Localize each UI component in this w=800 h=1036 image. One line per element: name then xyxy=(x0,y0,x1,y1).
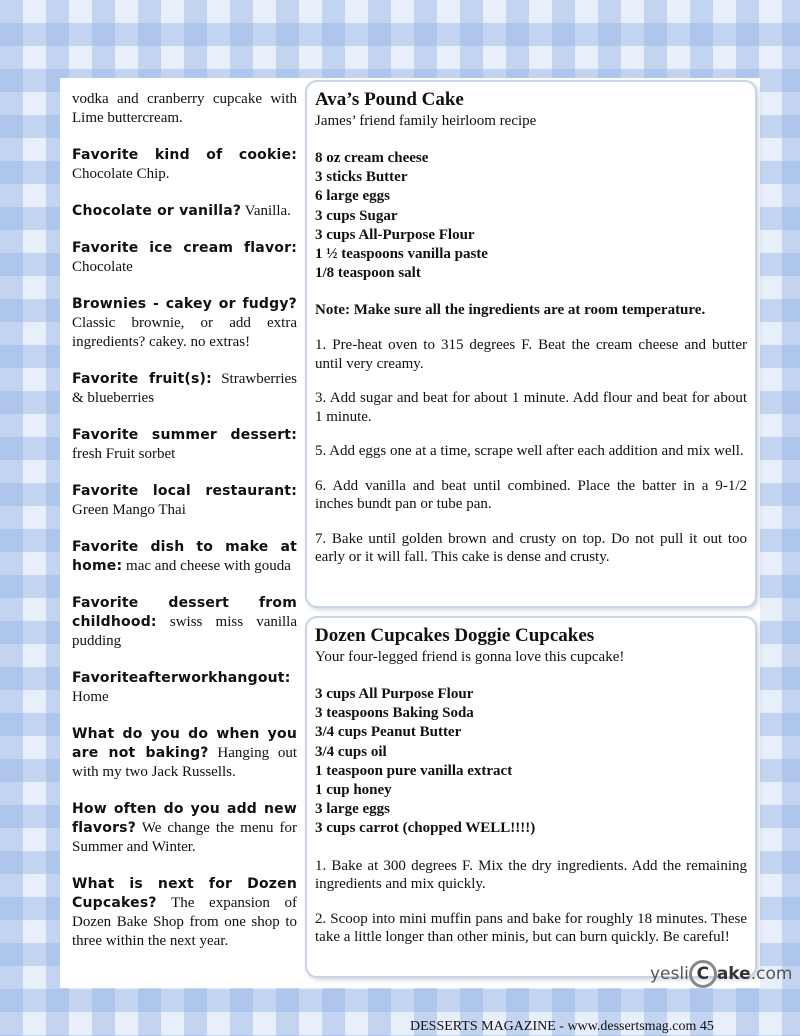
answer: We change the menu for Summer and Winter. xyxy=(72,820,297,855)
recipe-step: 2. Scoop into mini muffin pans and bake for roughly 18 minutes. These take a little longer than other minis, but can burn quickly. Be careful! xyxy=(315,910,747,946)
answer: Hanging out with my two Jack Russells. xyxy=(72,745,298,780)
answer: The expansion of Dozen Bake Shop from one shop to three within the next year. xyxy=(72,895,297,949)
qa-item xyxy=(72,594,297,651)
recipe-title: Ava’s Pound Cake xyxy=(315,89,464,110)
ingredient-item: 6 large eggs xyxy=(315,188,390,205)
recipe-step: 7. Bake until golden brown and crusty on top. Do not pull it out too early or it will fall. This cake is dense and crusty. xyxy=(315,530,747,566)
answer: mac and cheese with gouda xyxy=(126,558,291,574)
qa-item xyxy=(72,202,297,221)
answer: Green Mango Thai xyxy=(72,502,186,518)
recipe-step: 3. Add sugar and beat for about 1 minute. Add flour and beat for about 1 minute. xyxy=(315,390,747,425)
recipe-step: 5. Add eggs one at a time, scrape well after each addition and mix well. xyxy=(315,443,744,460)
question: Favorite kind of cookie: xyxy=(72,147,297,163)
logo-text-cake: ake xyxy=(716,964,751,984)
ingredient-item: 3 sticks Butter xyxy=(315,169,408,186)
qa-item xyxy=(72,295,297,352)
ingredient-item: 3 teaspoons Baking Soda xyxy=(315,705,474,722)
qa-item xyxy=(72,669,297,707)
step-list xyxy=(315,857,747,947)
question: Favorite dish to make at home: xyxy=(72,539,297,574)
question: Chocolate or vanilla? xyxy=(72,203,242,219)
answer: Chocolate Chip. xyxy=(72,166,170,182)
ingredient-item: 1 cup honey xyxy=(315,782,392,799)
answer: Chocolate xyxy=(72,259,133,275)
ingredient-item: 3/4 cups Peanut Butter xyxy=(315,724,462,741)
ingredient-item: 3 cups Sugar xyxy=(315,207,398,224)
ingredient-item: 3 cups carrot (chopped WELL!!!!) xyxy=(315,820,536,837)
recipe-step: 6. Add vanilla and beat until combined. Place the batter in a 9-1/2 inches bundt pan or tube pan. xyxy=(315,477,747,513)
qa-item xyxy=(72,370,297,408)
qa-item xyxy=(72,146,297,184)
ingredient-item: 1 teaspoon pure vanilla extract xyxy=(315,762,513,779)
answer: Vanilla. xyxy=(244,203,291,219)
logo-text-suffix: .com xyxy=(750,964,793,984)
ingredient-list xyxy=(315,685,747,839)
logo-c-icon: C xyxy=(689,960,717,988)
logo-text-pre: yesli xyxy=(650,964,689,984)
question: What is next for Dozen Cupcakes? xyxy=(72,876,297,911)
ingredient-item: 8 oz cream cheese xyxy=(315,150,429,166)
step-list xyxy=(315,336,747,567)
question: Favorite local restaurant: xyxy=(72,483,297,499)
page-footer: DESSERTS MAGAZINE - www.dessertsmag.com 45 xyxy=(410,1019,714,1034)
ingredient-list xyxy=(315,149,747,283)
answer: Strawberries & blueberries xyxy=(72,371,298,406)
qa-item xyxy=(72,239,297,277)
recipe-box-doggie-cupcakes xyxy=(305,616,757,978)
question: Favorite summer dessert: xyxy=(72,427,297,443)
recipe-title: Dozen Cupcakes Doggie Cupcakes xyxy=(315,625,595,646)
recipe-box-pound-cake xyxy=(305,80,757,608)
recipe-step: 1. Bake at 300 degrees F. Mix the dry ingredients. Add the remaining ingredients and mix quickly. xyxy=(315,857,747,893)
question: Favorite ice cream flavor: xyxy=(72,240,297,256)
recipe-subtitle: James’ friend family heirloom recipe xyxy=(315,113,537,129)
question: What do you do when you are not baking? xyxy=(72,726,297,761)
interview-column xyxy=(72,90,297,969)
intro-text: vodka and cranberry cupcake with Lime buttercream. xyxy=(72,91,297,126)
answer: Home xyxy=(72,689,109,705)
recipe-note: Note: Make sure all the ingredients are at room temperature. xyxy=(315,302,706,319)
answer: swiss miss vanilla pudding xyxy=(72,614,298,649)
ingredient-item: 1 ½ teaspoons vanilla paste xyxy=(315,246,488,263)
ingredient-item: 3 cups All Purpose Flour xyxy=(315,686,474,702)
yeslicake-logo[interactable] xyxy=(650,960,792,988)
qa-item xyxy=(72,800,297,857)
qa-item xyxy=(72,538,297,576)
qa-item xyxy=(72,482,297,520)
qa-list xyxy=(72,146,297,951)
qa-item xyxy=(72,875,297,951)
answer: Classic brownie, or add extra ingredients? cakey. no extras! xyxy=(72,315,297,350)
qa-item xyxy=(72,725,297,782)
ingredient-item: 3 cups All-Purpose Flour xyxy=(315,226,475,243)
question: Brownies - cakey or fudgy? xyxy=(72,296,297,312)
question: Favoriteafterworkhangout: xyxy=(72,670,291,686)
qa-item xyxy=(72,426,297,464)
question: Favorite dessert from childhood: xyxy=(72,595,297,630)
answer: fresh Fruit sorbet xyxy=(72,446,176,462)
ingredient-item: 3 large eggs xyxy=(315,801,390,818)
recipe-step: 1. Pre-heat oven to 315 degrees F. Beat the cream cheese and butter until very creamy. xyxy=(315,337,747,372)
ingredient-item: 3/4 cups oil xyxy=(315,743,387,760)
question: How often do you add new flavors? xyxy=(72,801,297,836)
recipe-subtitle: Your four-legged friend is gonna love this cupcake! xyxy=(315,649,625,665)
question: Favorite fruit(s): xyxy=(72,371,212,387)
ingredient-item: 1/8 teaspoon salt xyxy=(315,265,421,282)
